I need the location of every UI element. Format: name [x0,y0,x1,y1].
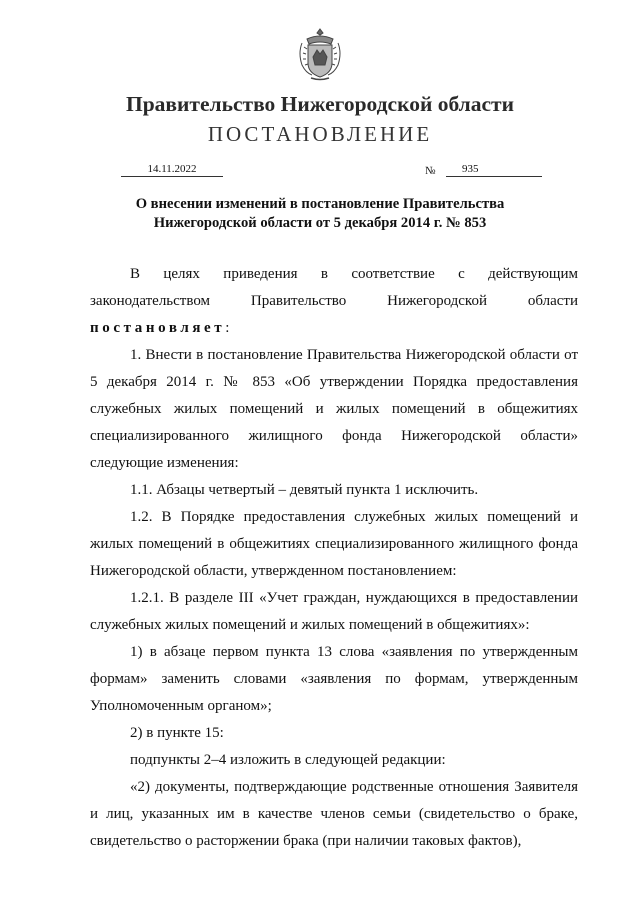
quoted-paragraph: «2) документы, подтверждающие родственные отношения Заявителя и лиц, указанных им в качестве членов семьи (свидетельство о браке, свидетельство о расторжении брака (при наличии таковых фактов), [90,779,578,849]
document-number: 935 [446,163,542,177]
document-date: 14.11.2022 [121,163,223,177]
item-2-paragraph: 2) в пункте 15: [130,725,224,741]
paragraph-1: 1. Внести в постановление Правительства Нижегородской области от 5 декабря 2014 г. № 853 «Об утверждении Порядка предоставления служебных жилых помещений и жилых помещений в общежитиях специализированного жилищного фонда Нижегородской области» следующие изменения: [90,347,578,471]
coat-of-arms-icon [297,27,343,81]
subitems-paragraph: подпункты 2–4 изложить в следующей редакции: [130,752,446,768]
title-line-1: О внесении изменений в постановление Правительства [135,196,505,212]
organization-name: Правительство Нижегородской области [126,92,514,116]
document-body [90,261,578,855]
number-sign: № [425,165,436,177]
item-1-paragraph: 1) в абзаце первом пункта 13 слова «заявления по утвержденным формам» заменить словами «заявления по формам, утвержденным Уполномоченным органом»; [90,644,578,714]
document-type: ПОСТАНОВЛЕНИЕ [207,122,433,146]
paragraph-1-2-1: 1.2.1. В разделе III «Учет граждан, нуждающихся в предоставлении служебных жилых помещений и жилых помещений в общежитиях»: [90,590,578,633]
paragraph-1-2: 1.2. В Порядке предоставления служебных жилых помещений и жилых помещений в общежитиях специализированного жилищного фонда Нижегородской области, утвержденном постановлением: [90,509,578,579]
title-line-2: Нижегородской области от 5 декабря 2014 г. № 853 [153,215,487,231]
document-title [90,195,550,233]
resolution-line [90,315,578,342]
paragraph-1-1: 1.1. Абзацы четвертый – девятый пункта 1 исключить. [130,482,479,498]
resolution-colon: : [225,320,230,336]
resolution-word: постановляет [90,320,226,336]
intro-paragraph: В целях приведения в соответствие с действующим законодательством Правительство Нижегородской области [90,266,578,309]
